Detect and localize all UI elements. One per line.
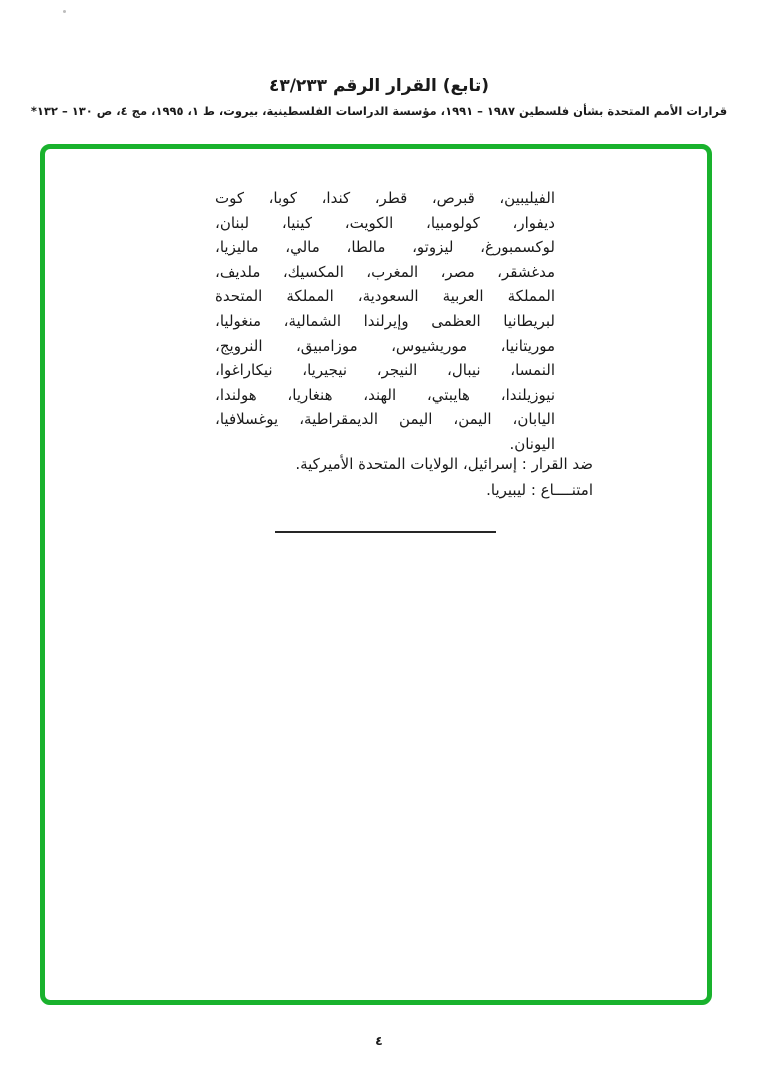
page-number: ٤ <box>375 1033 383 1048</box>
country-list-last-line: اليونان. <box>509 434 555 453</box>
scan-artifact-speck <box>63 10 66 13</box>
country-list-line: لوكسمبورغ، ليزوتو، مالطا، مالي، ماليزيا، <box>215 238 555 257</box>
country-list-line: مدغشقر، مصر، المغرب، المكسيك، ملديف، <box>215 262 555 281</box>
countries-in-favor-list <box>215 186 555 457</box>
source-citation-note: قرارات الأمم المتحدة بشأن فلسطين ١٩٨٧ – ١٩٩١، مؤسسة الدراسات الفلسطينية، بيروت، ط ١، ١٩٩٥، مج ٤، ص ١٣٠ – ١٣٢* <box>30 104 728 118</box>
country-list-line: نيوزيلندا، هايبتي، الهند، هنغاريا، هولندا، <box>215 385 555 404</box>
country-list-line: النمسا، نيبال، النيجر، نيجيريا، نيكاراغوا، <box>215 361 555 380</box>
footnote-separator-rule <box>275 531 496 533</box>
country-list-line: موريتانيا، موريشيوس، موزامبيق، النرويج، <box>215 336 555 355</box>
country-list-line: اليابان، اليمن، اليمن الديمقراطية، يوغسلافيا، <box>215 410 555 429</box>
abstain-vote-line: امتنــــاع : ليبيريا. <box>486 481 593 499</box>
country-list-line: لبريطانيا العظمى وإيرلندا الشمالية، منغوليا، <box>215 311 555 330</box>
country-list-line: المملكة العربية السعودية، المملكة المتحدة <box>215 287 555 306</box>
resolution-title: (تابع) القرار الرقم ٤٣/٢٣٣ <box>268 76 490 96</box>
country-list-line: ديفوار، كولومبيا، الكويت، كينيا، لبنان، <box>215 213 555 232</box>
against-vote-line: ضد القرار : إسرائيل، الولايات المتحدة الأميركية. <box>295 455 593 473</box>
country-list-line: الفيليبين، قبرص، قطر، كندا، كوبا، كوت <box>215 189 555 207</box>
